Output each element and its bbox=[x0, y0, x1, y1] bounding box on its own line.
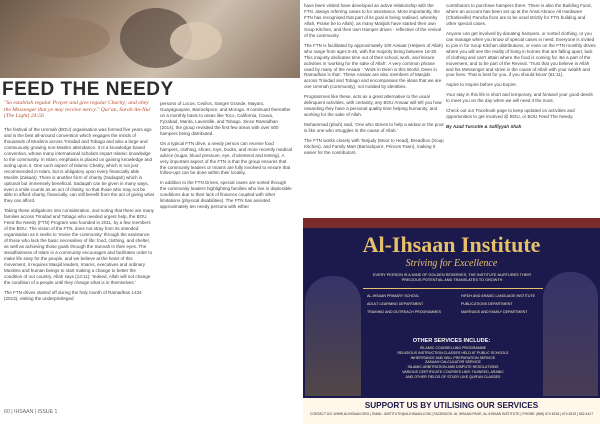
column-b bbox=[160, 101, 293, 214]
programme-item: HIFDH AND ARABIC LANGUAGE INSTITUTE bbox=[461, 294, 536, 298]
programme-item: ADULT LEARNING DEPARTMENT bbox=[367, 302, 424, 306]
paragraph: The FTN drives started off during the holy month of Ramadhan 1434 (2013), visiting the underprivileged bbox=[4, 289, 142, 301]
ad-divider bbox=[363, 288, 543, 289]
service-item: VARIOUS CERTIFICATE COURSES LIKE: TAJWEED, ARABIC bbox=[402, 369, 504, 374]
ad-top-stripe bbox=[303, 218, 600, 228]
background-blur bbox=[20, 18, 110, 58]
hero-photo bbox=[0, 0, 300, 78]
column-d bbox=[446, 3, 596, 134]
paragraph: The festival of the Ummah (BOU) organisation was formed five years ago and is the best all-around convention which engages the minds of thousands of Muslims across Trinidad and Tobago and also a large and continuously growing non-Muslim attendance. It is a knowledge based convention, whose many international scholars impart Islamic knowledge to the community. In Islam, emphasis is placed on gaining knowledge and acting upon it. One such aspect of Islamic Charity, which is not just recommended in Islam, but is obligatory upon every financially able Muslim (Zakaat). There is another form of charity (Sadaqah) which is optional but immensely beneficial. Sadaqah can be given in many ways, even a smile counts as an act of charity, so that those who may not be able to afford charity, financially, can still benefit from the act of giving what they can afford. bbox=[4, 127, 154, 204]
paragraph: The FTN works closely with Tanjudy (Moor to Head), Breadbox (Soup Kitchen), and Family Mart (Barrackpore, Princes Town), making it easier for the contributors. bbox=[304, 138, 444, 155]
services-list bbox=[343, 346, 563, 380]
paragraph: Taking these obligations into consideration, and noting that there are many families across Trinidad and Tobago who needed urgent help, the BOU Feed the Needy (FTN) Program was founded in 2011, by a few members of the BOU. The vision of the FTN, does not stray from its intended organisation as it seeks to 'revive the community' through the assistance of those who lack the basic necessities of life: food, clothing, and shelter, as well as achieving those goals through the Sunnah in their eyes. The steadfastness of Islam in a community encourages and facilitates order to make life easy for the people, and we believe at the heart of this movement, it requires Masjid leaders, Imams, executives and ordinary Muslims and human beings to start making a change to better the condition of our country. Allah says (13:11): 'Indeed, Allah will not change the condition of a people until they change what is in themselves.' bbox=[4, 208, 154, 285]
paragraph: Muhammad (pbuh) said, 'One who strives to help a widow or the poor is like one who struggles in the cause of Allah.' bbox=[304, 122, 444, 134]
bowl-highlight bbox=[170, 22, 222, 60]
paragraph: persons of Locos, Cedros, Sangre Grande, Mayaro, Guayaguayare, Barrackpore, and Moruga. It continued thereafter on a monthly basis to areas like Toco, California, Couva, Fyzabad, Marita, Laventille, and Tobago. Since Ramadhan (2014), the group revisited the first few areas with over 500 hampers being distributed. bbox=[160, 101, 291, 136]
paragraph: Check out our Facebook page to keep updated on activities and opportunities to get involved @ BOU, or BOU Feed The Needy. bbox=[446, 108, 575, 120]
paragraph: have been visited have developed an active relationship with the FTN, always referring cases to for assistance. More importantly, the FTN has recognised that part of its goal is being realised, whereby Allah, Praise be to Allah), as many Masjids have started their own Soup Kitchen, and their own Hamper drives - reflective of the revival of the community. bbox=[304, 3, 441, 38]
service-item: ZAKAAH CALCULATOR SERVICE bbox=[425, 360, 481, 365]
ad-intro: EVERY PERSON IS A MINE OF GOLDEN RESERVES, THE INSTITUTE NURTURES THEIR PRECIOUS POTENTIAL AND TRANSLATES TO GROWTH bbox=[372, 273, 532, 282]
institute-advertisement bbox=[303, 218, 600, 424]
programme-item: PUBLICATIONS DEPARTMENT bbox=[461, 302, 513, 306]
paragraph: contributors to purchase hampers there. There is also the Building Fund, where an account has been set up at the Amal Abrace All Hardware (Charlieville) Pancha from are to be used strictly for FTN building and other special cases. bbox=[446, 3, 592, 26]
paragraph: The FTN is facilitated by approximately 100 Ansaar (Helpers of Allah) who range from ages 5-45, with the majority being between 18-30. This majority dedicates time out of their school, work, and leisure activities in 'working for the sake of Allah'. A very common phrase used by many of the Ansaar - 'Work in Deen is this World, Deen in Ramadhan is that'. These Ansaar are also members of Masjids across Trinidad and Tobago and encompasses the ideas that we are one Ummah (community), not molded by identities. bbox=[304, 42, 443, 90]
service-item: ISLAMIC ARBITRATION AND DISPUTE RESOLUTIONS bbox=[407, 365, 499, 370]
paragraph: Aspire to Inspire before you Expire. bbox=[446, 82, 518, 88]
programme-item: MARRIAGE AND FAMILY DEPARTMENT bbox=[461, 310, 528, 314]
paragraph: On a typical FTN drive, a needy person can receive food hampers, clothing, shoes, toys, books, and more recently medical advice (sugar, blood pressure, eye, cholesterol and testing). A very important aspect of the FTN is that the group ensures that the community leaders or Imams are fully involved to ensure that follow-ups can be done within their locality. bbox=[160, 140, 292, 176]
service-item: ISLAMIC COUNSELLING PROGRAMME bbox=[419, 346, 487, 350]
service-item: AND OTHER FIELDS OF STUDY LIKE QUR'AN CLASSES bbox=[405, 374, 501, 379]
support-heading: SUPPORT US BY UTILISING OUR SERVICES bbox=[364, 401, 539, 410]
column-a bbox=[4, 127, 154, 306]
author-byline: By Azad Turcotte & Saffiyyah Shah bbox=[446, 124, 522, 130]
page-footer: 60 | IHSAAN | ISSUE 1 bbox=[4, 409, 58, 415]
page-title: FEED THE NEEDY bbox=[2, 79, 174, 100]
services-heading: OTHER SERVICES INCLUDE: bbox=[412, 338, 491, 344]
column-c bbox=[304, 3, 444, 160]
programme-item: TRAINING AND OUTREACH PROGRAMMES bbox=[367, 310, 442, 314]
ad-tagline: Striving for Excellence bbox=[405, 258, 498, 269]
paragraph: Your stay in this life is short and temporary, and forward your good deeds to meet you on the day when we will need it the most. bbox=[446, 92, 593, 104]
quran-quote: "So establish regular Prayer and give regular Charity; and obey the Messenger that ye may receive mercy." Qur'an, Surah An-Nur (The Light) 24:56 bbox=[4, 100, 151, 120]
service-item: RELIGIOUS INSTRUCTION CLASSES HELD AT PUBLIC SCHOOLS bbox=[397, 350, 509, 355]
paragraph: Programmes like these, acts as a great alternative to the usual delinquent activities, with certainty, any BOU Ansaar will tell you how rewarding they have a personal quality time helping humanity, and working for the sake of Allah. bbox=[304, 94, 442, 118]
contact-info: CONTACT US: WWW.ALIHSAAN.ORG | EMAIL: INSTITUTE@ALIHSAAN.COM | FACEBOOK: AL IHSAAN PAGE, AL-IHSAAN INSTITUTE | PHONE: (868) 674 8218 | 674 8219 | 652 4417 bbox=[309, 412, 594, 416]
programme-item: AL-IHSAAN PRIMARY SCHOOL bbox=[367, 294, 420, 298]
paragraph: Anyone can get involved by donating hampers, or sorted clothing, or you can manage when you know of special cases in need. Everyone is invited to join in for Soup Kitchen distributions, or even on the FTN monthly drives where you will see the reality of living in homes that are falling apart, lack of clothing and can't attain where the food is coming for. Be a part of the movement, and to be part of the Revival. 'Trust that you believe in Allah and his Messenger and strive in the cause of Allah with your wealth and your lives. That is best for you, if you should know' (61:11). bbox=[446, 30, 596, 78]
service-item: INHERITANCE AND WILL PREPARATION SERVICE bbox=[410, 355, 496, 360]
paragraph: In addition to the FTN Drives, special cases are sorted through the community leaders highlighting families who live in deplorable conditions due to their lack of finances coupled with other limitations (physical disabilities). The FTN has assisted approximately ten needy persons with either bbox=[160, 180, 292, 210]
ad-title: Al-Ihsaan Institute bbox=[362, 232, 541, 257]
support-banner bbox=[303, 398, 600, 424]
